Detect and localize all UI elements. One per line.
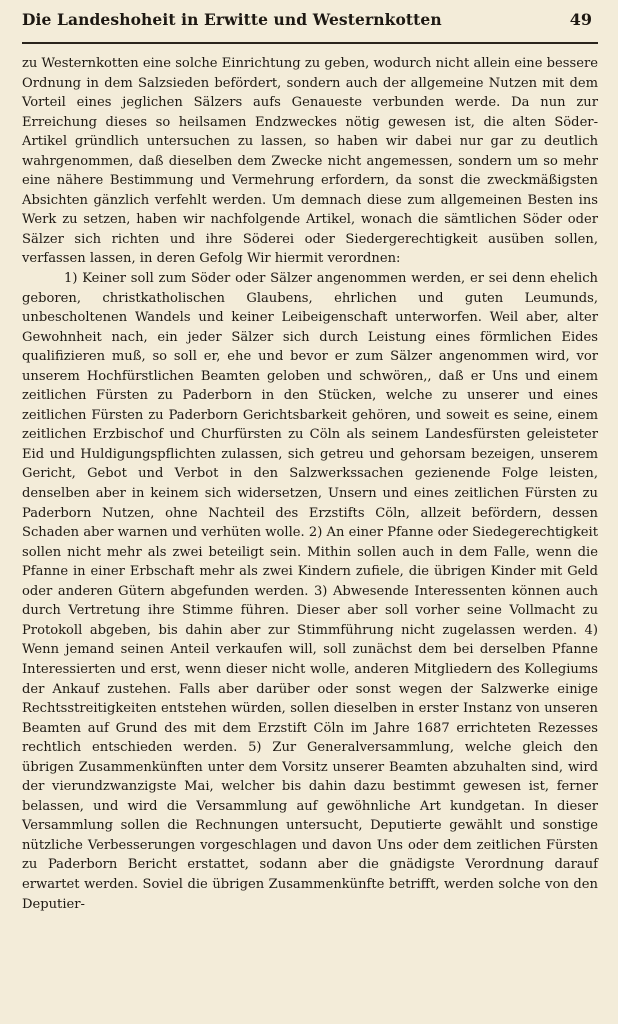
- page-number: 49: [569, 10, 592, 29]
- header-rule: [22, 42, 598, 44]
- running-head: Die Landeshoheit in Erwitte und Westernkotten: [22, 10, 442, 29]
- paragraph-articles: 1) Keiner soll zum Söder oder Sälzer angenommen werden, er sei denn ehelich geboren, christkatholischen Glaubens, ehrlichen und guten Leumunds, unbescholtenen Wandels und keiner Leibeigenschaft unterworfen. Weil aber, alter Gewohnheit nach, ein jeder Sälzer sich durch Leistung eines förmlichen Eides qualifizieren muß, so soll er, ehe und bevor er zum Sälzer angenommen wird, vor unserem Hochfürstlichen Beamten geloben und schwören,, daß er Uns und einem zeitlichen Fürsten zu Paderborn in den Stücken, welche zu unserer und eines zeitlichen Fürsten zu Paderborn Gerichtsbarkeit gehören, und soweit es seine, einem zeitlichen Erzbischof und Churfürsten zu Cöln als seinem Landesfürsten geleisteter Eid und Huldigungspflichten zulassen, sich getreu und gehorsam bezeigen, unserem Gericht, Gebot und Verbot in den Salzwerkssachen gezienende Folge leisten, denselben aber in keinem sich widersetzen, Unsern und eines zeitlichen Fürsten zu Paderborn Nutzen, ohne Nachteil des Erzstifts Cöln, allzeit befördern, dessen Schaden aber warnen und verhüten wolle. 2) An einer Pfanne oder Siedegerechtigkeit sollen nicht mehr als zwei beteiligt sein. Mithin sollen auch in dem Falle, wenn die Pfanne in einer Erbschaft mehr als zwei Kindern zufiele, die übrigen Kinder mit Geld oder anderen Gütern abgefunden werden. 3) Abwesende Interessenten können auch durch Vertretung ihre Stimme führen. Dieser aber soll vorher seine Vollmacht zu Protokoll abgeben, bis dahin aber zur Stimmführung nicht zugelassen werden. 4) Wenn jemand seinen Anteil verkaufen will, soll zunächst dem bei derselben Pfanne Interessierten und erst, wenn dieser nicht wolle, anderen Mitgliedern des Kollegiums der Ankauf zustehen. Falls aber darüber oder sonst wegen der Salzwerke einige Rechtsstreitigkeiten entstehen würden, sollen dieselben in erster Instanz von unseren Beamten auf Grund des mit dem Erzstift Cöln im Jahre 1687 errichteten Rezesses rechtlich entschieden werden. 5) Zur Generalversammlung, welche gleich den übrigen Zusammenkünften unter dem Vorsitz unserer Beamten abzuhalten sind, wird der vierundzwanzigste Mai, welcher bis dahin dazu bestimmt gewesen ist, ferner belassen, und wird die Versammlung auf gewöhnliche Art kundgetan. In dieser Versammlung sollen die Rechnungen untersucht, Deputierte gewählt und sonstige nützliche Verbesserungen vorgeschlagen und davon Uns oder dem zeitlichen Fürsten zu Paderborn Bericht erstattet, sodann aber die gnädigste Verordnung darauf erwartet werden. Soviel die übrigen Zusammenkünfte betrifft, werden solche von den Deputier-: [22, 271, 598, 912]
- page-header: [22, 10, 598, 36]
- body-text: [22, 54, 598, 914]
- paragraph-intro: zu Westernkotten eine solche Einrichtung zu geben, wodurch nicht allein eine bessere Ordnung in dem Salzsieden befördert, sondern auch der allgemeine Nutzen mit dem Vorteil eines jeglichen Sälzers aufs Genaueste verbunden werde. Da nun zur Erreichung dieses so heilsamen Endzweckes nötig gewesen ist, die alten Söder-Artikel gründlich untersuchen zu lassen, so haben wir dabei nur gar zu deutlich wahrgenommen, daß dieselben dem Zwecke nicht angemessen, sondern um so mehr eine nähere Bestimmung und Vermehrung erfordern, da sonst die zweckmäßigsten Absichten gänzlich verfehlt werden. Um demnach diese zum allgemeinen Besten ins Werk zu setzen, haben wir nachfolgende Artikel, wonach die sämtlichen Söder oder Sälzer sich richten und ihre Söderei oder Siedergerechtigkeit ausüben sollen, verfassen lassen, in deren Gefolg Wir hiermit verordnen:: [22, 56, 598, 267]
